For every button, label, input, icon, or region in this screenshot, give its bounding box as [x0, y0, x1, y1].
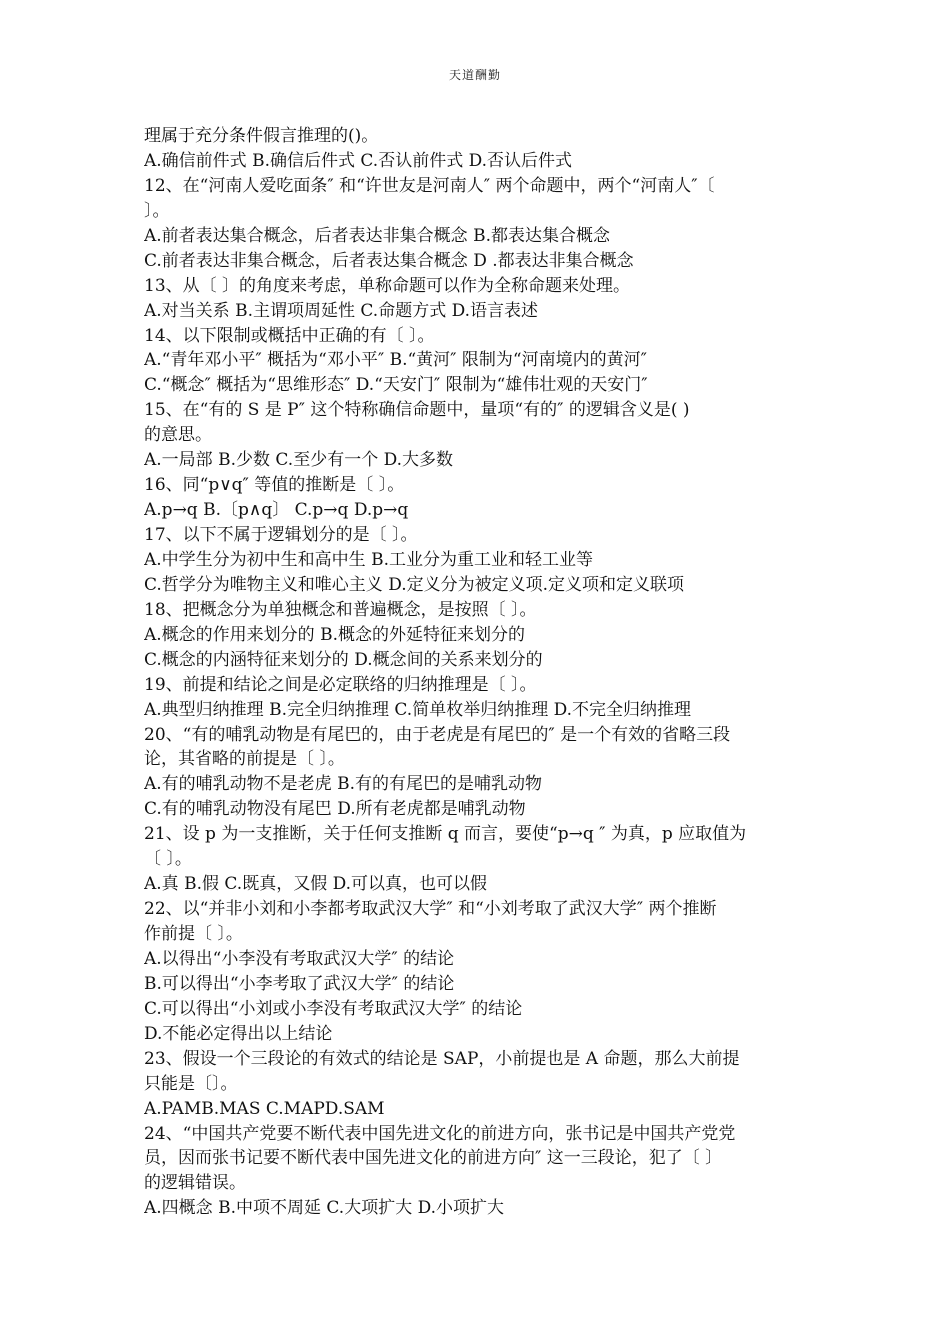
question-20: 20、“有的哺乳动物是有尾巴的，由于老虎是有尾巴的″ 是一个有效的省略三段	[144, 724, 731, 745]
text-line: 〔 〕。	[144, 849, 192, 870]
answer-options: A.真 B.假 C.既真，又假 D.可以真，也可以假	[144, 874, 488, 895]
answer-options: C.概念的内涵特征来划分的 D.概念间的关系来划分的	[144, 649, 543, 670]
text-line: 的意思。	[144, 425, 212, 446]
answer-options: A.p→q B.〔p∧q〕 C.p→q D.p→q	[144, 500, 409, 521]
answer-options: A.四概念 B.中项不周延 C.大项扩大 D.小项扩大	[144, 1198, 505, 1219]
text-line: 的逻辑错误。	[144, 1173, 246, 1194]
text-line: 作前提〔 〕。	[144, 924, 243, 944]
answer-options: A.“青年邓小平″ 概括为“邓小平″ B.“黄河″ 限制为“河南境内的黄河″	[144, 350, 647, 371]
answer-options: A.对当关系 B.主谓项周延性 C.命题方式 D.语言表述	[144, 300, 539, 321]
text-line: 论，其省略的前提是〔 〕。	[144, 749, 345, 770]
answer-options: A.PAMB.MAS C.MAPD.SAM	[144, 1098, 385, 1119]
text-line: 〕。	[144, 200, 170, 221]
text-line: 员，因而张书记要不断代表中国先进文化的前进方向″ 这一三段论，犯了〔 〕	[144, 1148, 723, 1169]
question-12: 12、在“河南人爱吃面条″ 和“许世友是河南人″ 两个命题中，两个“河南人″〔	[144, 175, 715, 196]
page-header: 天道酬勤	[448, 68, 501, 82]
question-24: 24、“中国共产党要不断代表中国先进文化的前进方向，张书记是中国共产党党	[144, 1123, 736, 1144]
text-line: 只能是〔〕。	[144, 1073, 238, 1094]
question-22: 22、以“并非小刘和小李都考取武汉大学″ 和“小刘考取了武汉大学″ 两个推断	[144, 899, 717, 920]
question-18: 18、把概念分为单独概念和普遍概念，是按照〔 〕。	[144, 599, 537, 620]
answer-options: A.概念的作用来划分的 B.概念的外延特征来划分的	[144, 624, 525, 645]
answer-options: A.确信前件式 B.确信后件式 C.否认前件式 D.否认后件式	[144, 150, 573, 171]
answer-option: C.可以得出“小刘或小李没有考取武汉大学″ 的结论	[144, 998, 523, 1019]
answer-options: A.中学生分为初中生和高中生 B.工业分为重工业和轻工业等	[144, 549, 593, 570]
answer-options: C.“概念″ 概括为“思维形态″ D.“天安门″ 限制为“雄伟壮观的天安门″	[144, 375, 648, 396]
answer-option: D.不能必定得出以上结论	[144, 1023, 333, 1044]
question-21: 21、设 p 为一支推断，关于任何支推断 q 而言，要使“p→q ″ 为真，p 应取值为	[144, 824, 747, 845]
question-23: 23、假设一个三段论的有效式的结论是 SAP，小前提也是 A 命题，那么大前提	[144, 1048, 740, 1069]
answer-options: A.有的哺乳动物不是老虎 B.有的有尾巴的是哺乳动物	[144, 774, 542, 795]
question-14: 14、以下限制或概括中正确的有〔 〕。	[144, 325, 435, 346]
question-19: 19、前提和结论之间是必定联络的归纳推理是〔 〕。	[144, 674, 537, 695]
text-line: 理属于充分条件假言推理的()。	[144, 126, 379, 146]
answer-options: A.前者表达集合概念，后者表达非集合概念 B.都表达集合概念	[144, 225, 610, 246]
answer-options: A.典型归纳推理 B.完全归纳推理 C.简单枚举归纳推理 D.不完全归纳推理	[144, 699, 692, 720]
answer-option: B.可以得出“小李考取了武汉大学″ 的结论	[144, 973, 455, 994]
answer-option: A.以得出“小李没有考取武汉大学″ 的结论	[144, 948, 455, 969]
question-17: 17、以下不属于逻辑划分的是〔 〕。	[144, 525, 418, 545]
document-body	[144, 124, 809, 1221]
question-16: 16、同“p∨q″ 等值的推断是〔 〕。	[144, 475, 405, 496]
question-15: 15、在“有的 S 是 P″ 这个特称确信命题中，量项“有的″ 的逻辑含义是( )	[144, 400, 690, 421]
answer-options: A.一局部 B.少数 C.至少有一个 D.大多数	[144, 450, 454, 471]
answer-options: C.哲学分为唯物主义和唯心主义 D.定义分为被定义项.定义项和定义联项	[144, 574, 685, 595]
answer-options: C.前者表达非集合概念，后者表达集合概念 D .都表达非集合概念	[144, 250, 634, 271]
question-13: 13、从〔 〕的角度来考虑，单称命题可以作为全称命题来处理。	[144, 275, 631, 296]
answer-options: C.有的哺乳动物没有尾巴 D.所有老虎都是哺乳动物	[144, 799, 526, 820]
